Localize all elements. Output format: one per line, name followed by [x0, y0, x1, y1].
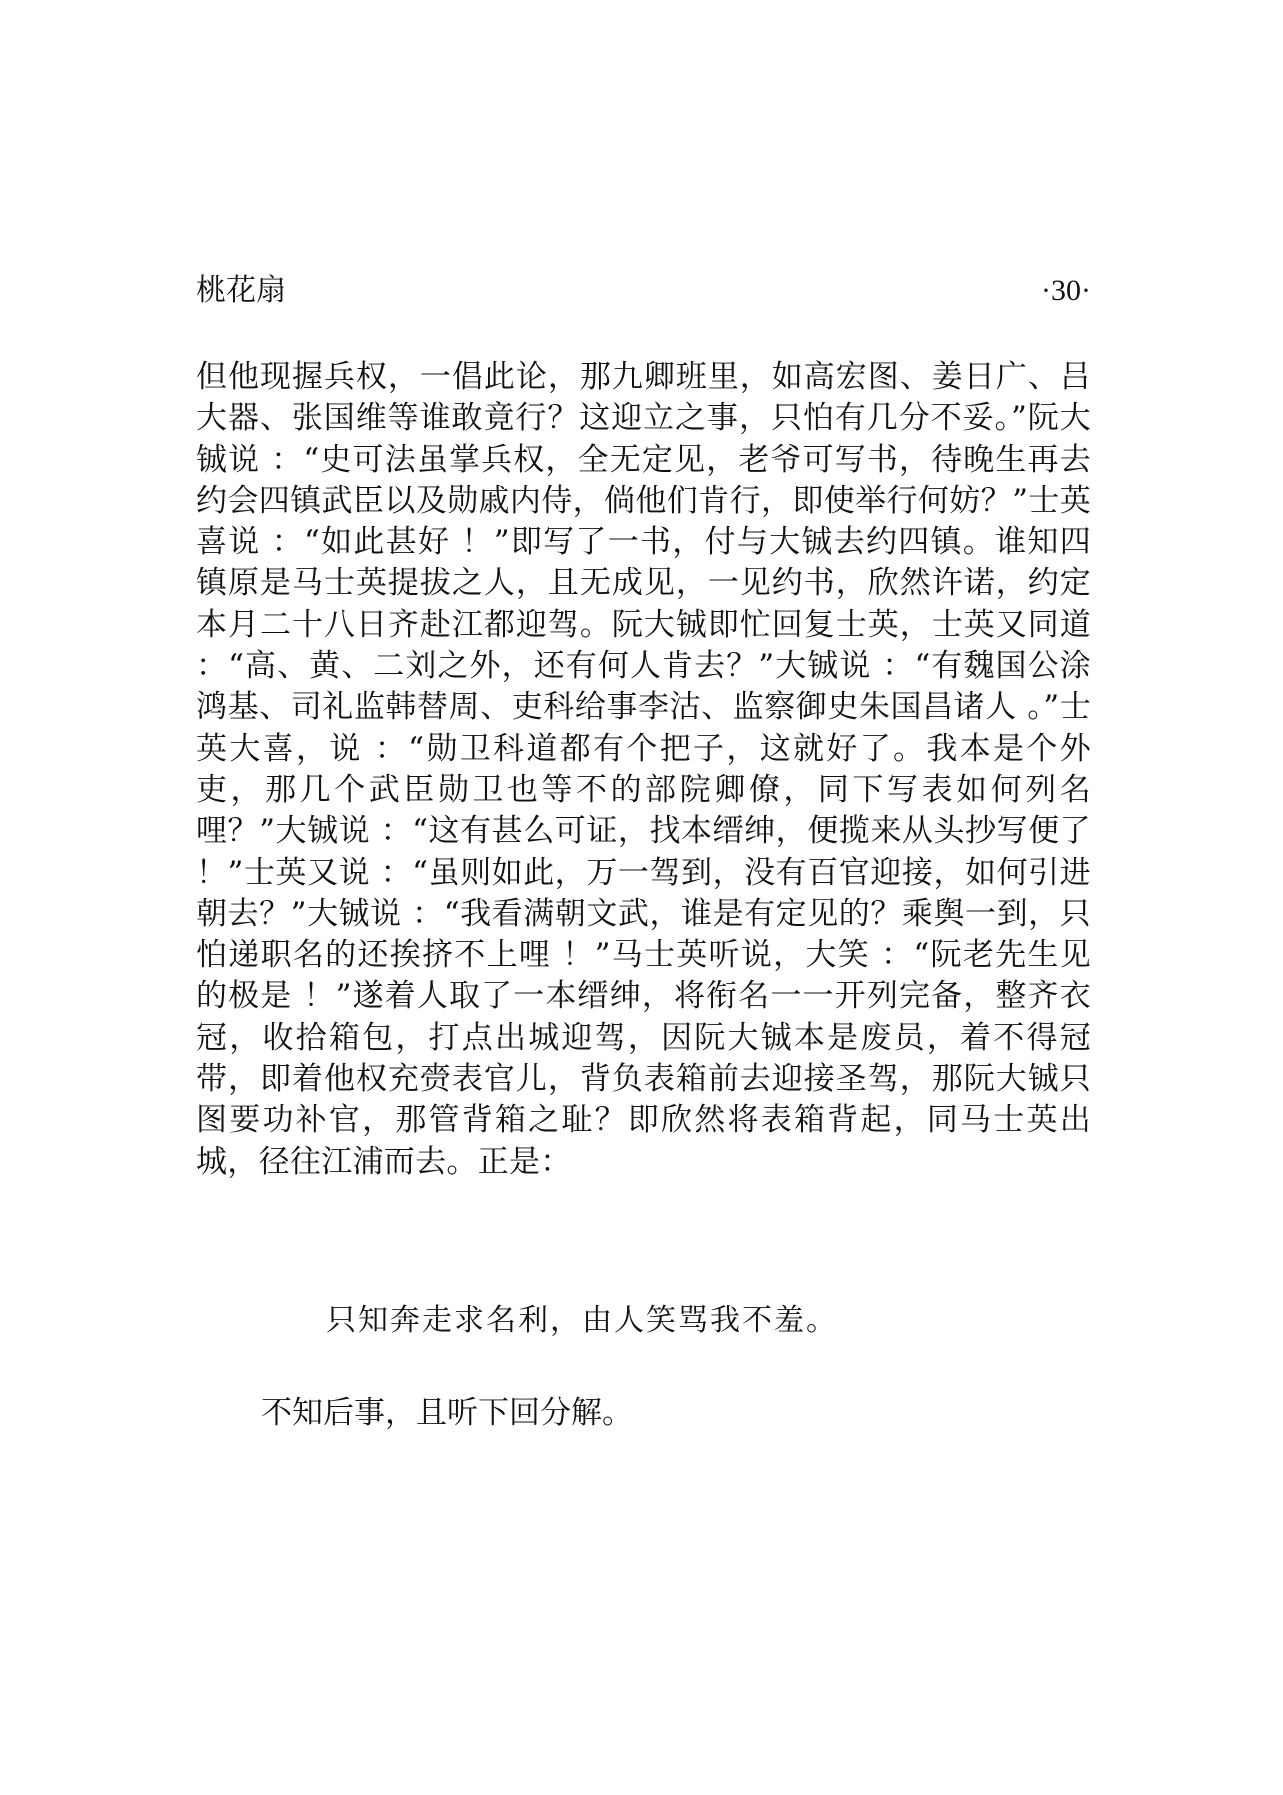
body-paragraph: 但他现握兵权，一倡此论，那九卿班里，如高宏图、姜日广、吕大器、张国维等谁敢竟行？这迎立之事，只怕有几分不妥。”阮大铖说 ：“史可法虽掌兵权，全无定见，老爷可写书，待晚生再去约会四镇武臣以及勋戚内侍，倘他们肯行，即使举行何妨？”士英喜说 ：“如此甚好 ！”即写了一书，付与大铖去约四镇。谁知四镇原是马士英提拔之人，且无成见，一见约书，欣然许诺，约定本月二十八日齐赴江都迎驾。阮大铖即忙回复士英，士英又同道 ：“高、黄、二刘之外，还有何人肯去？”大铖说 ：“有魏国公涂鸿基、司礼监韩替周、吏科给事李沽、监察御史朱国昌诸人 。”士英大喜，说 ：“勋卫科道都有个把子，这就好了。我本是个外吏，那几个武臣勋卫也等不的部院卿僚，同下写表如何列名哩？”大铖说 ：“这有甚么可证，找本缙绅，便揽来从头抄写便了 ！”士英又说 ：“虽则如此，万一驾到，没有百官迎接，如何引进朝去？”大铖说 ：“我看满朝文武，谁是有定见的？乘舆一到，只怕递职名的还挨挤不上哩 ！”马士英听说，大笑 ：“阮老先生见的极是 ！”遂着人取了一本缙绅，将衔名一一开列完备，整齐衣冠，收拾箱包，打点出城迎驾，因阮大铖本是废员，着不得冠带，即着他权充赍表官儿，背负表箱前去迎接圣驾，那阮大铖只图要功补官，那管背箱之耻？即欣然将表箱背起，同马士英出城，径往江浦而去。正是： [196, 359, 1091, 1180]
book-title: 桃花扇 [196, 273, 286, 308]
running-header [196, 270, 1091, 312]
chapter-closing: 不知后事，且听下回分解。 [261, 1395, 633, 1431]
verse-couplet: 只知奔走求名利，由人笑骂我不羞。 [326, 1303, 838, 1338]
page-number: ·30· [1041, 274, 1091, 307]
